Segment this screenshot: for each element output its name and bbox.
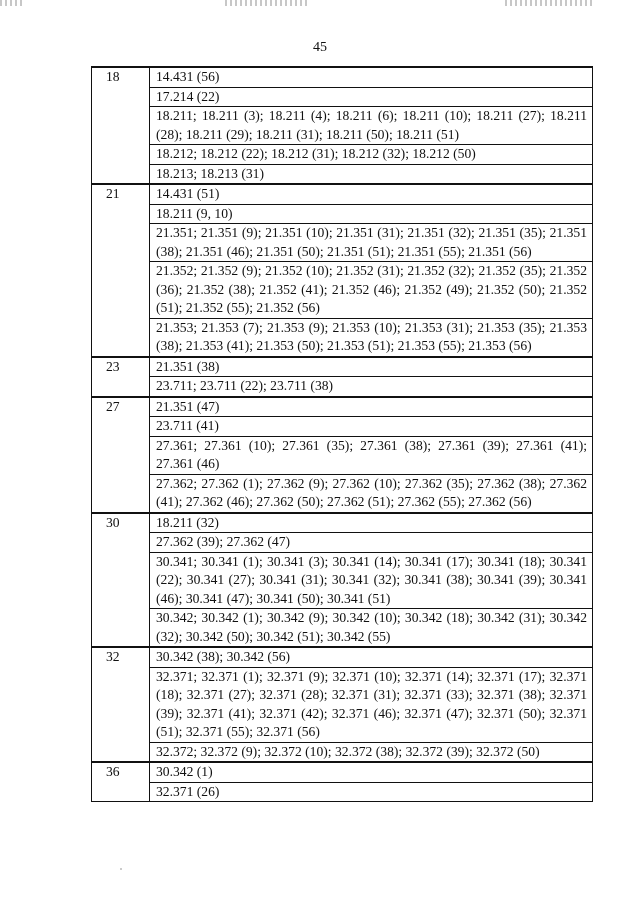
code-list-cell: 18.211; 18.211 (3); 18.211 (4); 18.211 (6); 18.211 (10); 18.211 (27); 18.211 (28); 18.211 (29); 18.211 (31); 18.211 (50); 18.211 (51) xyxy=(150,107,593,145)
code-list-cell: 32.371; 32.371 (1); 32.371 (9); 32.371 (10); 32.371 (14); 32.371 (17); 32.371 (18); 32.371 (27); 32.371 (28); 32.371 (31); 32.371 (33); 32.371 (38); 32.371 (39); 32.371 (41); 32.371 (42); 32.371 (46); 32.371 (47); 32.371 (50); 32.371 (51); 32.371 (55); 32.371 (56) xyxy=(150,667,593,742)
code-list-cell: 27.361; 27.361 (10); 27.361 (35); 27.361 (38); 27.361 (39); 27.361 (41); 27.361 (46) xyxy=(150,436,593,474)
table-row xyxy=(92,262,593,319)
code-list-cell: 21.351; 21.351 (9); 21.351 (10); 21.351 (31); 21.351 (32); 21.351 (35); 21.351 (38); 21.351 (46); 21.351 (50); 21.351 (51); 21.351 (55); 21.351 (56) xyxy=(150,224,593,262)
table-row xyxy=(92,357,593,377)
code-table-body xyxy=(92,67,593,802)
scan-artifact-right xyxy=(505,0,595,6)
page-number: 45 xyxy=(313,40,327,55)
group-code-cell: 27 xyxy=(92,397,150,513)
group-code-cell: 36 xyxy=(92,762,150,802)
code-list-cell: 32.371 (26) xyxy=(150,782,593,802)
group-code-cell: 30 xyxy=(92,513,150,648)
table-row xyxy=(92,533,593,553)
code-list-cell: 17.214 (22) xyxy=(150,87,593,107)
table-row xyxy=(92,318,593,357)
code-list-cell: 23.711; 23.711 (22); 23.711 (38) xyxy=(150,377,593,397)
table-row xyxy=(92,647,593,667)
table-row xyxy=(92,474,593,513)
table-row xyxy=(92,145,593,165)
code-list-cell: 23.711 (41) xyxy=(150,417,593,437)
scan-speck xyxy=(120,868,122,870)
code-list-cell: 30.342 (1) xyxy=(150,762,593,782)
table-row xyxy=(92,184,593,204)
code-list-cell: 21.352; 21.352 (9); 21.352 (10); 21.352 (31); 21.352 (32); 21.352 (35); 21.352 (36); 21.352 (38); 21.352 (41); 21.352 (46); 21.352 (49); 21.352 (50); 21.352 (51); 21.352 (55); 21.352 (56) xyxy=(150,262,593,319)
code-list-cell: 30.342; 30.342 (1); 30.342 (9); 30.342 (10); 30.342 (18); 30.342 (31); 30.342 (32); 30.342 (50); 30.342 (51); 30.342 (55) xyxy=(150,609,593,648)
table-row xyxy=(92,164,593,184)
table-row xyxy=(92,224,593,262)
table-row xyxy=(92,436,593,474)
code-table xyxy=(91,66,593,802)
table-row xyxy=(92,513,593,533)
table-row xyxy=(92,397,593,417)
code-list-cell: 14.431 (56) xyxy=(150,67,593,87)
table-row xyxy=(92,204,593,224)
code-list-cell: 18.211 (9, 10) xyxy=(150,204,593,224)
group-code-cell: 18 xyxy=(92,67,150,184)
table-row xyxy=(92,742,593,762)
group-code-cell: 23 xyxy=(92,357,150,397)
table-row xyxy=(92,762,593,782)
table-row xyxy=(92,107,593,145)
code-list-cell: 21.351 (47) xyxy=(150,397,593,417)
code-list-cell: 18.212; 18.212 (22); 18.212 (31); 18.212 (32); 18.212 (50) xyxy=(150,145,593,165)
code-list-cell: 18.211 (32) xyxy=(150,513,593,533)
group-code-cell: 32 xyxy=(92,647,150,762)
code-list-cell: 21.353; 21.353 (7); 21.353 (9); 21.353 (10); 21.353 (31); 21.353 (35); 21.353 (38); 21.353 (41); 21.353 (50); 21.353 (51); 21.353 (55); 21.353 (56) xyxy=(150,318,593,357)
code-list-cell: 18.213; 18.213 (31) xyxy=(150,164,593,184)
table-row xyxy=(92,552,593,609)
table-row xyxy=(92,87,593,107)
table-row xyxy=(92,377,593,397)
table-row xyxy=(92,782,593,802)
table-row xyxy=(92,417,593,437)
table-row xyxy=(92,609,593,648)
scan-artifact-center xyxy=(225,0,310,6)
code-list-cell: 32.372; 32.372 (9); 32.372 (10); 32.372 (38); 32.372 (39); 32.372 (50) xyxy=(150,742,593,762)
code-list-cell: 27.362 (39); 27.362 (47) xyxy=(150,533,593,553)
table-row xyxy=(92,67,593,87)
table-row xyxy=(92,667,593,742)
code-list-cell: 14.431 (51) xyxy=(150,184,593,204)
code-list-cell: 30.342 (38); 30.342 (56) xyxy=(150,647,593,667)
code-list-cell: 27.362; 27.362 (1); 27.362 (9); 27.362 (10); 27.362 (35); 27.362 (38); 27.362 (41); 27.362 (46); 27.362 (50); 27.362 (51); 27.362 (55); 27.362 (56) xyxy=(150,474,593,513)
scan-artifact-left xyxy=(0,0,22,6)
code-list-cell: 30.341; 30.341 (1); 30.341 (3); 30.341 (14); 30.341 (17); 30.341 (18); 30.341 (22); 30.341 (27); 30.341 (31); 30.341 (32); 30.341 (38); 30.341 (39); 30.341 (46); 30.341 (47); 30.341 (50); 30.341 (51) xyxy=(150,552,593,609)
code-list-cell: 21.351 (38) xyxy=(150,357,593,377)
group-code-cell: 21 xyxy=(92,184,150,357)
